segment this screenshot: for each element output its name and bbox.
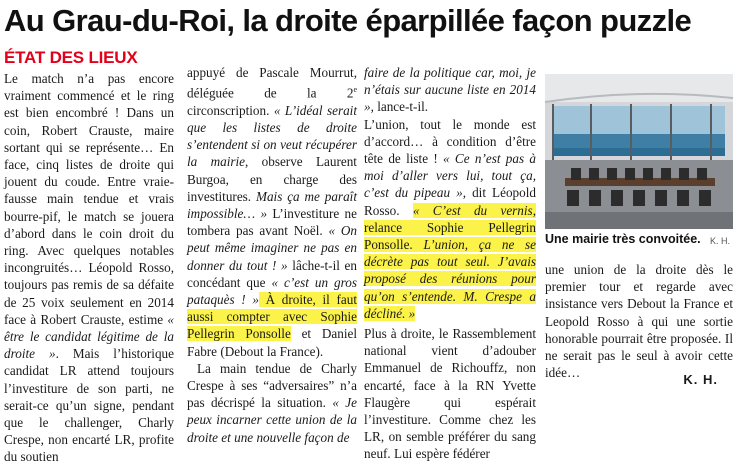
paragraph: faire de la politique car, moi, je n’étais sur aucune liste en 2014 », lance-t-il. (364, 65, 536, 115)
section-kicker: ÉTAT DES LIEUX (4, 48, 138, 67)
photo-credit: K. H. (709, 236, 730, 246)
article-column-4 (545, 261, 733, 381)
paragraph: une union de la droite dès le premier tour et regarde avec insistance vers Debout la France et Leopold Rosso à qui une sortie honorable pourrait être proposée. Il ne serait pas le seul à avoir cette idée… (545, 262, 733, 381)
mairie-photo (545, 74, 733, 229)
highlighted-quote: « C’est du vernis, relance Sophie Pellegrin Ponsolle. L’union, ça ne se décrète pas tout seul. J’avais proposé des réunions pour qu’on s’entende. M. Crespe a décliné. » (364, 202, 536, 321)
headline: Au Grau-du-Roi, la droite éparpillée façon puzzle (4, 3, 692, 38)
author-signature: K. H. (683, 372, 718, 387)
photo-illustration (545, 74, 733, 229)
photo-caption: Une mairie très convoitée. (545, 232, 701, 246)
article-column-2 (187, 64, 357, 446)
article-column-1 (4, 70, 174, 466)
highlighted-text: À droite, il faut aussi compter avec Sophie Pellegrin Ponsolle (187, 292, 357, 342)
paragraph: L’union, tout le monde est d’accord… à condition d’être tête de liste ! « Ce n’est pas à moi d’aller vers lui, tout ça, c’est du pipeau », dit Léopold Rosso. « C’est du vernis, relance Sophie Pellegrin Ponsolle. L’union, ça ne se décrète pas tout seul. J’avais proposé des réunions pour qu’on s’entende. M. Crespe a décliné. » (364, 116, 536, 321)
paragraph: Le match n’a pas encore vraiment commencé et le ring est bien encombré ! Dans un coin, Robert Crauste, maire sortant qui se représente… En face, cinq listes de droite qui jouent du coude. Entre vraie-fausse main tendue et vrais bourre-pif, le match se jouera d’abord dans le coin droit du ring. Avec quelques notables incongruités… Léopold Rosso, toujours pas remis de sa défaite de 25 voix seulement en 2014 face à Robert Crauste, estime « être le candidat légitime de la droite ». Mais l’historique candidat LR attend toujours l’investiture de son parti, ne serait-ce qu’un signe, pendant que le challenger, Charly Crespe, non encarté LR, profite du soutien (4, 71, 174, 465)
article-column-3 (364, 64, 536, 463)
paragraph: appuyé de Pascale Mourrut, déléguée de la 2e circonscription. « L’idéal serait que les listes de droite s’entendent si on veut récupérer la mairie, observe Laurent Burgoa, en charge des investitures. Mais ça me paraît impossible… » L’investiture ne tombera pas avant Noël. « On peut même imaginer ne pas en donner du tout ! » lâche-t-il en concédant que « c’est un gros pataquès ! » À droite, il faut aussi compter avec Sophie Pellegrin Ponsolle et Daniel Fabre (Debout la France). (187, 65, 358, 359)
paragraph: La main tendue de Charly Crespe à ses “adversaires” n’a pas décrispé la situation. « Je peux incarner cette union de la droite et une nouvelle façon de (187, 360, 358, 445)
paragraph: Plus à droite, le Rassemblement national vient d’adouber Emmanuel de Richouffz, non encarté, face à la RN Yvette Flaugère qui espérait l’investiture. Comme chez les LR, on semble préférer du sang neuf. Lui espère fédérer (364, 326, 536, 462)
